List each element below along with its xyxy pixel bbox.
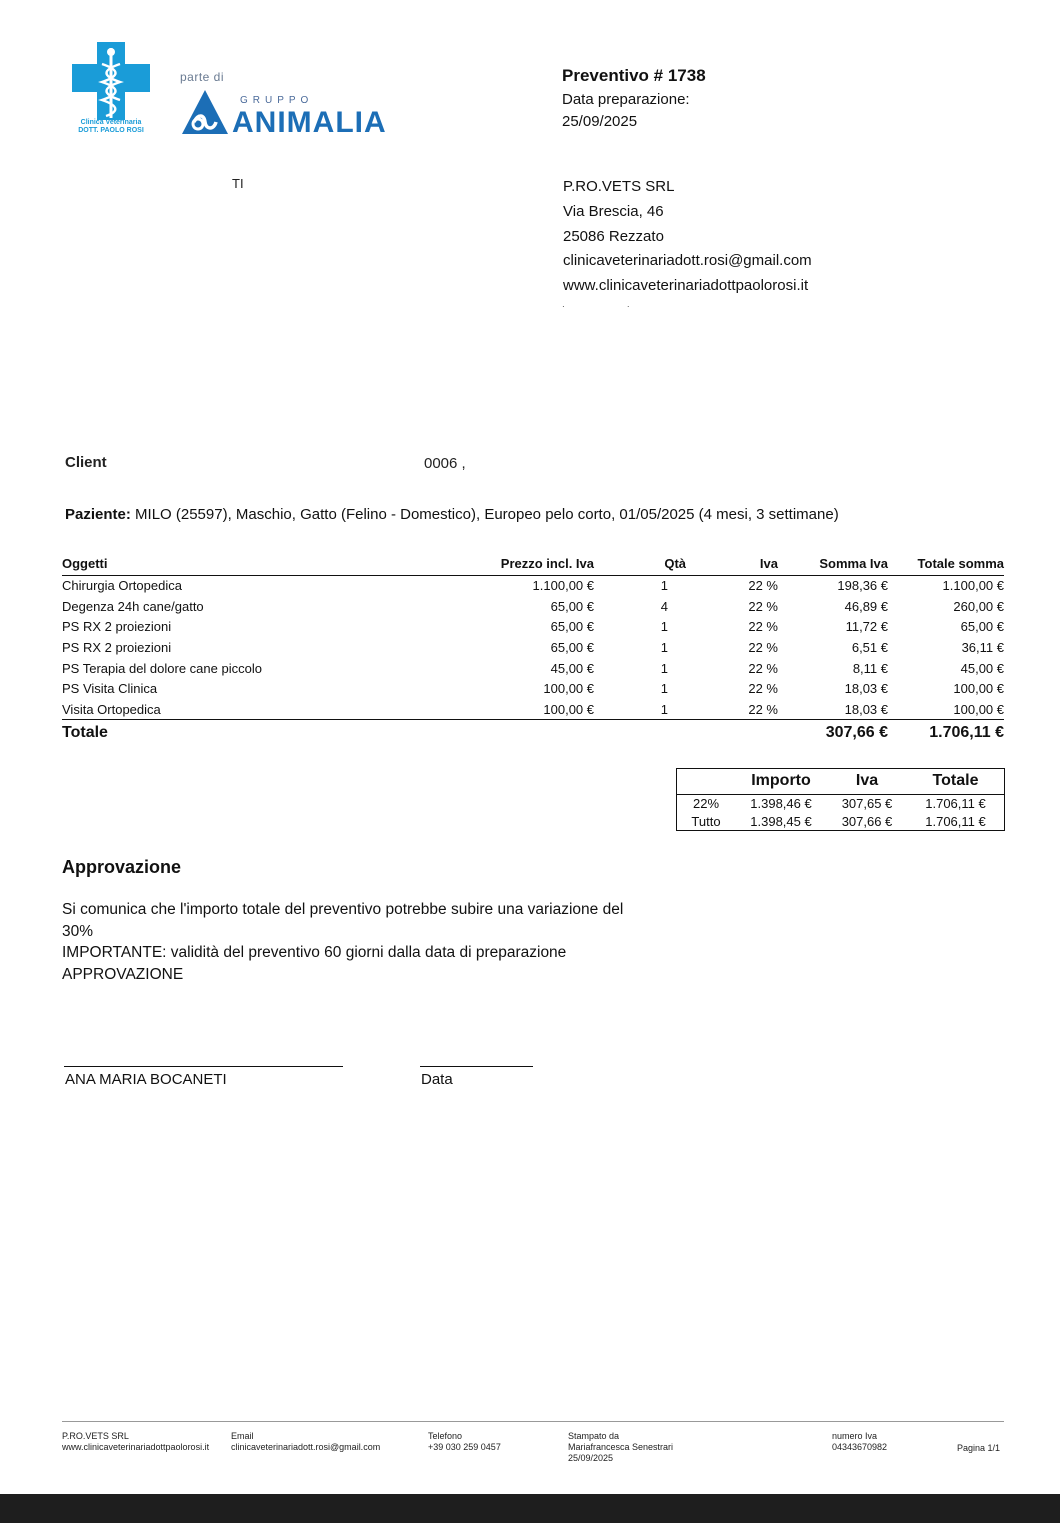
items-header-row xyxy=(62,555,1004,575)
approval-line: 30% xyxy=(62,922,94,940)
footer-email-value: clinicaveterinariadott.rosi@gmail.com xyxy=(231,1442,381,1452)
item-vat-sum: 18,03 € xyxy=(844,701,888,717)
approval-line: APPROVAZIONE xyxy=(62,965,184,983)
items-table xyxy=(62,555,1004,746)
col-vat: Iva xyxy=(686,555,778,575)
summary-totale: 1.706,11 € xyxy=(925,795,986,811)
footer-printed xyxy=(568,1431,673,1464)
summary-importo: 1.398,45 € xyxy=(750,813,812,829)
footer-company-name: P.RO.VETS SRL xyxy=(62,1431,129,1441)
company-email: clinicaveterinariadott.rosi@gmail.com xyxy=(563,252,812,269)
footer-page-number: Pagina 1/1 xyxy=(956,1443,1000,1453)
parte-di-label: parte di xyxy=(180,70,225,84)
item-qty: 1 xyxy=(660,701,668,717)
client-label-fragment: Client xyxy=(65,454,107,471)
item-name: PS RX 2 proiezioni xyxy=(62,639,172,655)
summary-iva: 307,66 € xyxy=(841,813,893,829)
total-row xyxy=(62,720,1004,746)
total-vat: 307,66 € xyxy=(778,720,888,746)
item-vat: 22 % xyxy=(748,578,778,594)
footer-phone-label: Telefono xyxy=(428,1431,463,1441)
item-vat-sum: 198,36 € xyxy=(837,578,888,594)
item-qty: 1 xyxy=(660,639,668,655)
item-vat: 22 % xyxy=(748,681,778,697)
redacted-fragment: · · xyxy=(562,302,660,311)
summary-importo: 1.398,46 € xyxy=(750,795,812,811)
footer-divider xyxy=(62,1421,1004,1422)
date-label: Data preparazione: xyxy=(562,91,690,108)
table-row xyxy=(62,616,1004,637)
approval-line: Si comunica che l'importo totale del preventivo potrebbe subire una variazione del xyxy=(62,901,624,918)
footer-printed-label: Stampato da xyxy=(568,1431,620,1441)
patient-line xyxy=(65,506,839,523)
vat-summary-table xyxy=(676,768,1005,831)
item-price: 100,00 € xyxy=(543,681,594,697)
footer-company xyxy=(62,1431,209,1453)
item-price: 65,00 € xyxy=(550,639,594,655)
item-total: 1.100,00 € xyxy=(942,578,1004,594)
item-name: Chirurgia Ortopedica xyxy=(62,578,182,594)
gruppo-label: GRUPPO xyxy=(240,95,314,106)
footer-vat xyxy=(832,1431,887,1453)
summary-col-importo: Importo xyxy=(735,769,827,794)
item-name: PS RX 2 proiezioni xyxy=(62,619,172,635)
footer-email xyxy=(231,1431,380,1453)
col-vat-sum: Somma Iva xyxy=(778,555,888,575)
table-row xyxy=(62,658,1004,679)
item-total: 100,00 € xyxy=(953,701,1004,717)
summary-totale: 1.706,11 € xyxy=(925,813,986,829)
table-row xyxy=(62,678,1004,699)
client-phone-fragment: 0006 , xyxy=(424,455,466,472)
item-vat: 22 % xyxy=(748,619,778,635)
redacted-client-fragment: TI xyxy=(232,176,244,191)
item-qty: 1 xyxy=(660,619,668,635)
item-name: Degenza 24h cane/gatto xyxy=(62,598,204,614)
approval-text xyxy=(62,899,682,985)
date-value: 25/09/2025 xyxy=(562,113,638,130)
date-line xyxy=(420,1066,533,1067)
item-total: 65,00 € xyxy=(960,619,1004,635)
table-row xyxy=(62,596,1004,617)
summary-col-iva: Iva xyxy=(827,769,907,794)
summary-row xyxy=(677,794,1004,812)
item-price: 65,00 € xyxy=(550,598,594,614)
animalia-logo-mark xyxy=(180,88,230,136)
item-price: 65,00 € xyxy=(550,619,594,635)
signer-name: ANA MARIA BOCANETI xyxy=(65,1071,227,1088)
company-name: P.RO.VETS SRL xyxy=(563,178,675,195)
footer-phone xyxy=(428,1431,501,1453)
col-qty: Qtà xyxy=(594,555,686,575)
item-total: 260,00 € xyxy=(953,598,1004,614)
total-sum: 1.706,11 € xyxy=(888,720,1004,746)
summary-label: 22% xyxy=(692,795,720,811)
company-street: Via Brescia, 46 xyxy=(563,203,664,220)
item-name: PS Terapia del dolore cane piccolo xyxy=(62,660,262,676)
item-vat-sum: 18,03 € xyxy=(844,681,888,697)
item-vat: 22 % xyxy=(748,639,778,655)
item-total: 100,00 € xyxy=(953,681,1004,697)
footer-email-label: Email xyxy=(231,1431,254,1441)
summary-iva: 307,65 € xyxy=(841,795,893,811)
col-item: Oggetti xyxy=(62,555,422,575)
summary-label: Tutto xyxy=(691,813,721,829)
item-total: 45,00 € xyxy=(960,660,1004,676)
item-vat-sum: 11,72 € xyxy=(845,619,888,635)
item-vat-sum: 6,51 € xyxy=(851,639,888,655)
item-vat: 22 % xyxy=(748,598,778,614)
item-qty: 4 xyxy=(660,598,668,614)
footer-printed-date: 25/09/2025 xyxy=(568,1453,614,1463)
patient-label: Paziente: xyxy=(65,506,131,523)
item-vat-sum: 46,89 € xyxy=(844,598,888,614)
col-total: Totale somma xyxy=(888,555,1004,575)
approval-line: IMPORTANTE: validità del preventivo 60 giorni dalla data di preparazione xyxy=(62,944,567,961)
summary-row xyxy=(677,812,1004,830)
table-row xyxy=(62,575,1004,596)
company-website: www.clinicaveterinariadottpaolorosi.it xyxy=(563,277,809,294)
animalia-wordmark: ANIMALIA xyxy=(232,106,387,139)
table-row xyxy=(62,637,1004,658)
item-vat: 22 % xyxy=(748,701,778,717)
item-price: 100,00 € xyxy=(543,701,594,717)
item-qty: 1 xyxy=(660,681,668,697)
company-city: 25086 Rezzato xyxy=(563,228,664,245)
item-name: PS Visita Clinica xyxy=(62,681,158,697)
clinic-name: Clinica Veterinaria DOTT. PAOLO ROSI xyxy=(78,119,144,134)
signature-date-label: Data xyxy=(421,1071,453,1088)
bottom-bar xyxy=(0,1494,1060,1523)
patient-value: MILO (25597), Maschio, Gatto (Felino - Domestico), Europeo pelo corto, 01/05/2025 (4 mesi, 3 settimane) xyxy=(135,506,839,523)
approval-title: Approvazione xyxy=(62,857,182,877)
summary-header-row xyxy=(677,769,1004,794)
item-price: 1.100,00 € xyxy=(532,578,594,594)
footer-vat-value: 04343670982 xyxy=(832,1442,888,1452)
item-vat: 22 % xyxy=(748,660,778,676)
table-row xyxy=(62,699,1004,720)
total-label: Totale xyxy=(62,720,422,746)
item-name: Visita Ortopedica xyxy=(62,701,161,717)
col-price: Prezzo incl. Iva xyxy=(422,555,594,575)
item-qty: 1 xyxy=(660,578,668,594)
footer-printed-by: Mariafrancesca Senestrari xyxy=(568,1442,674,1452)
quote-title: Preventivo # 1738 xyxy=(562,66,706,85)
footer-company-web: www.clinicaveterinariadottpaolorosi.it xyxy=(62,1442,210,1452)
item-price: 45,00 € xyxy=(550,660,594,676)
footer-vat-label: numero Iva xyxy=(832,1431,878,1441)
signature-line xyxy=(64,1066,343,1067)
item-total: 36,11 € xyxy=(961,639,1004,655)
item-qty: 1 xyxy=(660,660,668,676)
summary-col-totale: Totale xyxy=(907,769,1004,794)
item-vat-sum: 8,11 € xyxy=(852,660,888,676)
footer-phone-value: +39 030 259 0457 xyxy=(428,1442,501,1452)
